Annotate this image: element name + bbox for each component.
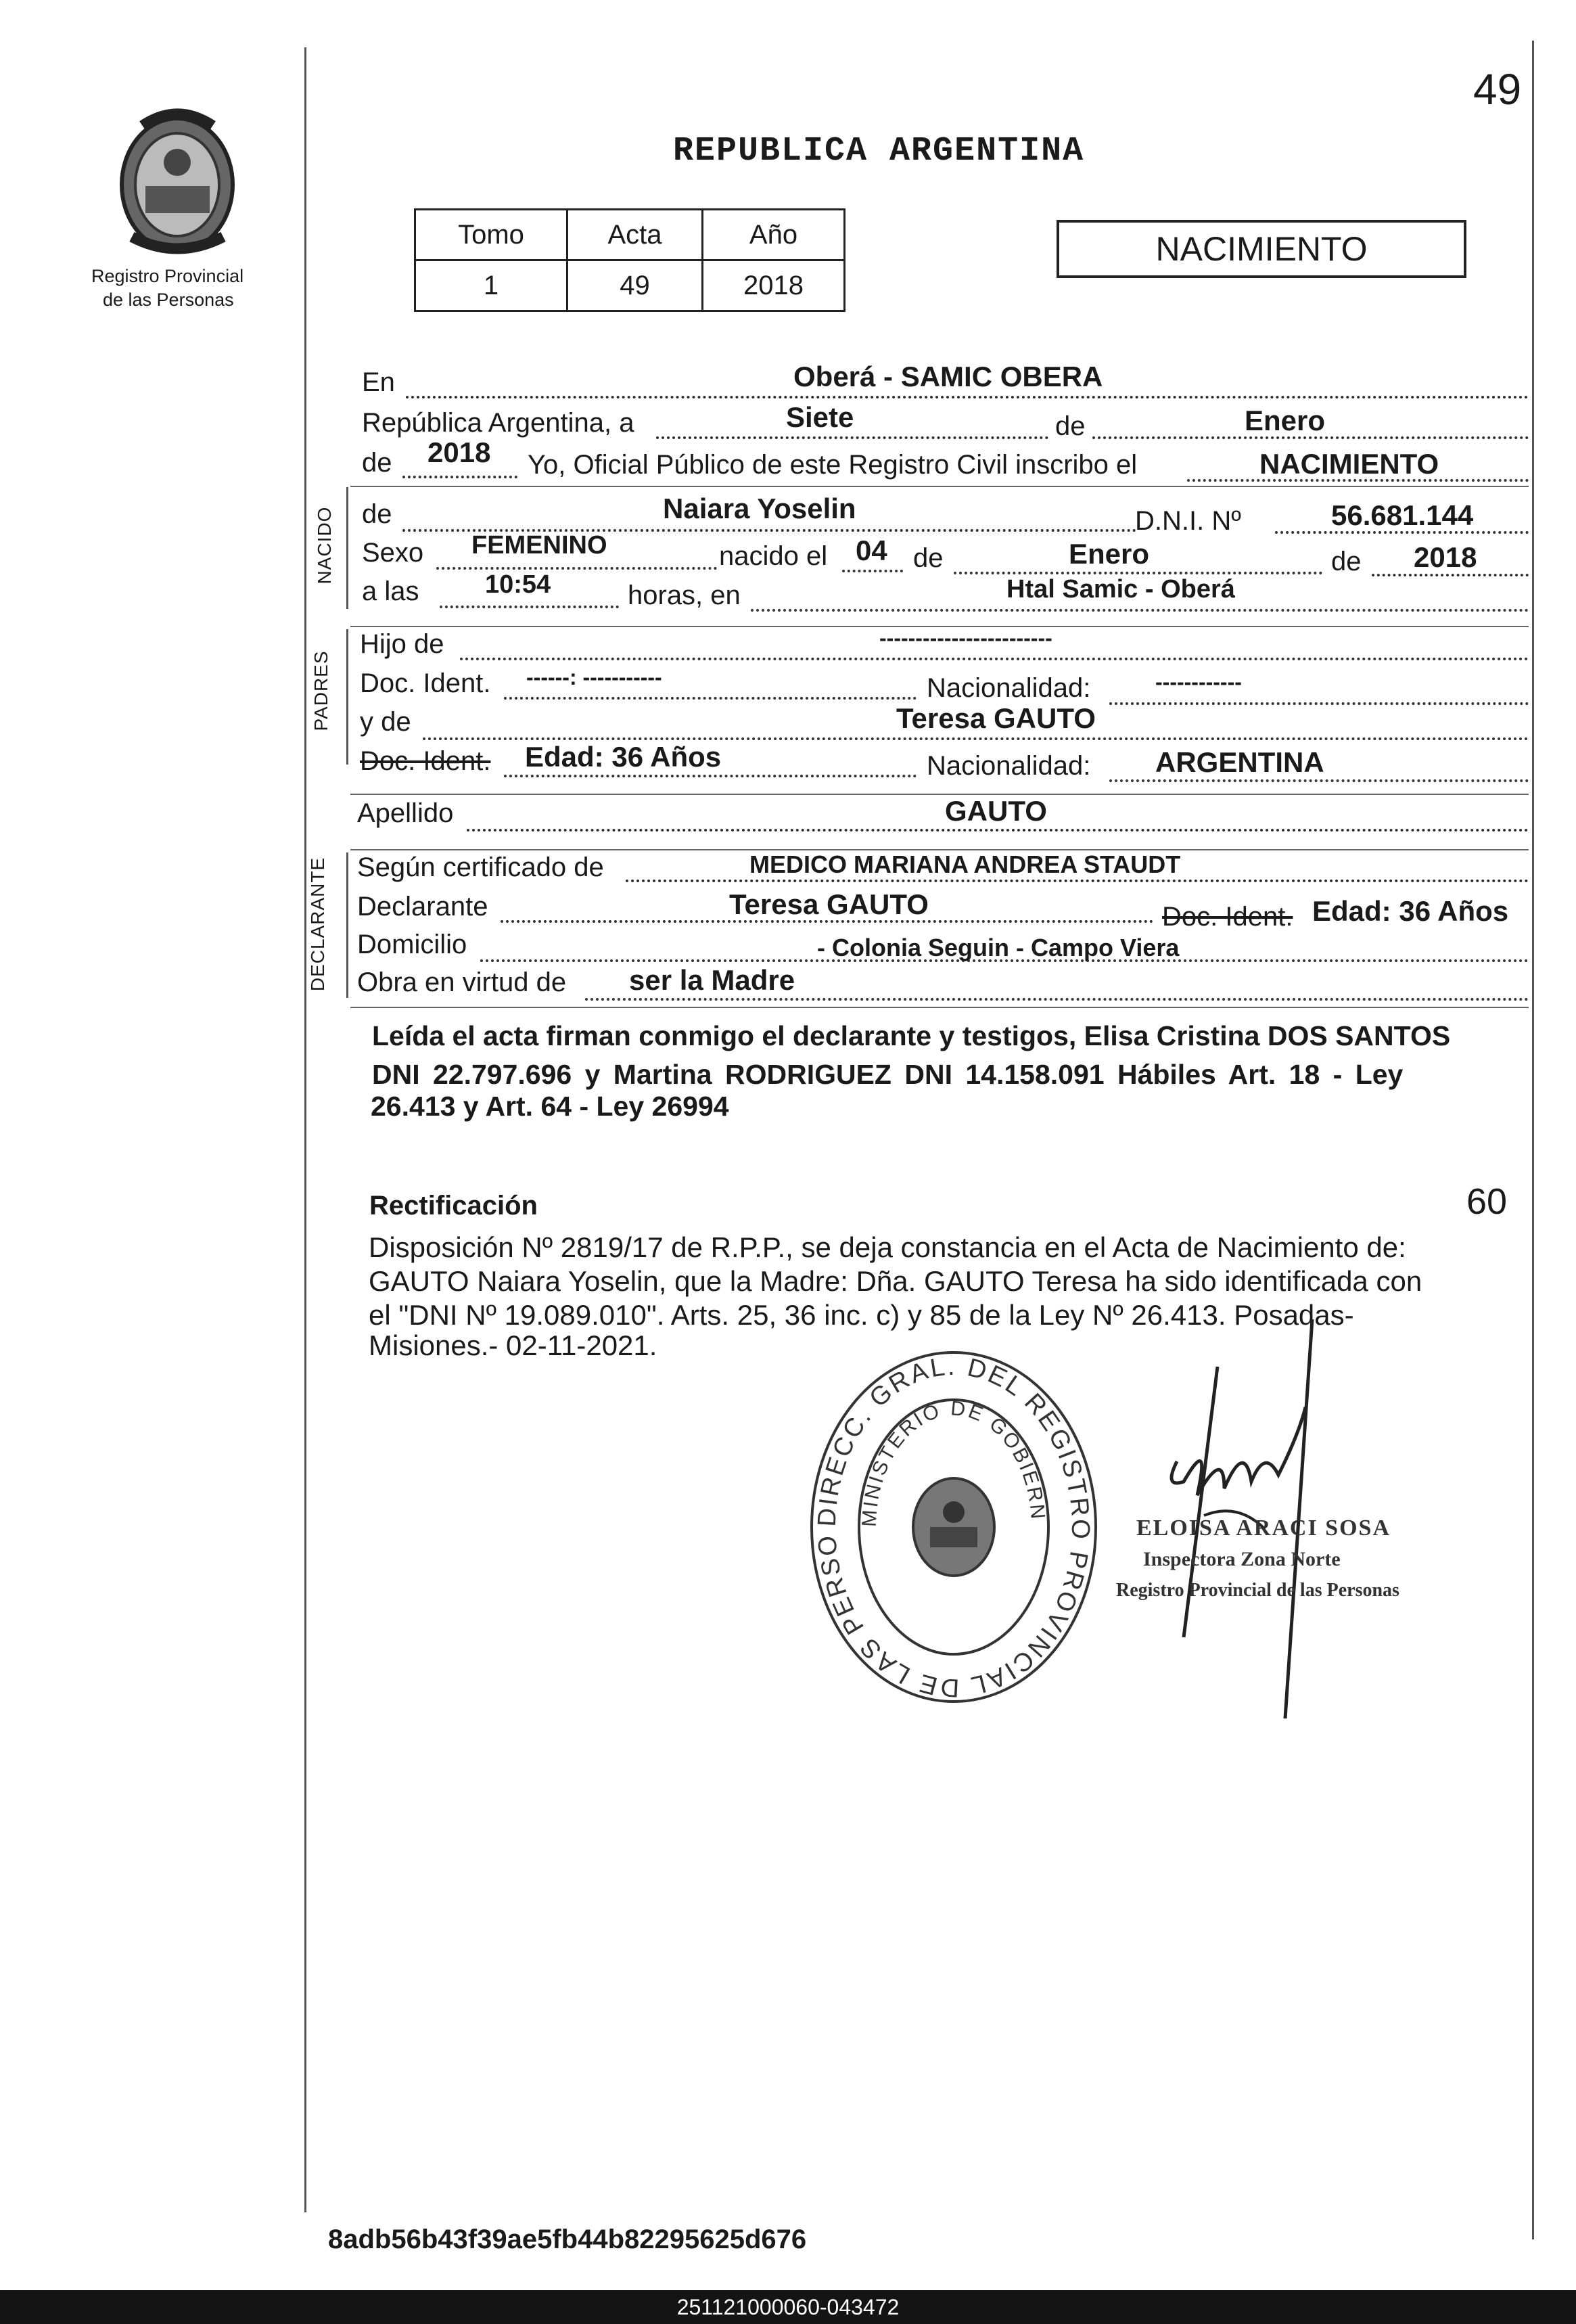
registry-line2: de las Personas [103,290,234,310]
label-nombre-de: de [362,499,392,529]
label-anio-de: de [362,448,392,478]
separator-1 [350,486,1529,487]
value-nacionalidad-1: ------------ [1155,670,1242,694]
section-label-padres: PADRES [310,650,331,731]
dots-nac-1 [1109,702,1529,705]
right-margin-line [1532,41,1534,2239]
value-birth-day: 04 [856,534,887,566]
document-title: REPUBLICA ARGENTINA [673,132,1085,170]
value-obra: ser la Madre [629,964,795,996]
misiones-coat-of-arms-logo [105,105,250,260]
dots-obra [585,998,1529,1001]
rectificacion-line-2: GAUTO Naiara Yoselin, que la Madre: Dña. GAUTO Teresa ha sido identificada con [369,1265,1422,1297]
value-dni: 56.681.144 [1331,499,1474,531]
record-type: NACIMIENTO [1155,230,1368,268]
rectificacion-number: 60 [1466,1181,1508,1222]
value-nacionalidad-2: ARGENTINA [1155,746,1324,778]
label-obra: Obra en virtud de [357,967,567,997]
document-hash: 8adb56b43f39ae5fb44b82295625d676 [328,2225,807,2254]
value-time: 10:54 [485,570,551,599]
dots-apellido [467,829,1529,831]
stamp-outer-text: DIRECC. GRAL. DEL REGISTRO PROVINCIAL DE LAS PERSO [812,1352,1095,1702]
label-a-las: a las [362,576,419,606]
footer-id: 251121000060-043472 [676,2295,900,2319]
label-apellido: Apellido [357,798,454,828]
leida-line-3: 26.413 y Art. 64 - Ley 26994 [371,1091,729,1122]
label-republica: República Argentina, a [362,408,634,438]
page-number: 49 [1473,65,1522,114]
value-y-de: Teresa GAUTO [896,702,1096,734]
label-sexo-de2: de [1331,547,1362,576]
label-y-de: y de [360,707,411,737]
value-certificado: MEDICO MARIANA ANDREA STAUDT [749,850,1181,878]
value-nombre: Naiara Yoselin [663,493,856,524]
dots-hijo [460,658,1529,660]
rectificacion-line-1: Disposición Nº 2819/17 de R.P.P., se deja constancia en el Acta de Nacimiento de: [369,1231,1406,1263]
dots-time [440,606,619,608]
label-declarante: Declarante [357,892,488,921]
dots-nacido-day [842,570,903,572]
leida-line-1: Leída el acta firman conmigo el declarante y testigos, Elisa Cristina DOS SANTOS [372,1020,1451,1051]
registry-line1: Registro Provincial [91,266,244,286]
dots-nac-2 [1109,779,1529,782]
left-margin-line [304,47,306,2212]
value-declarante-doc: Edad: 36 Años [1312,895,1509,927]
label-sexo: Sexo [362,538,424,568]
label-dni: D.N.I. Nº [1135,506,1241,536]
section-label-nacido: NACIDO [314,506,335,585]
value-month: Enero [1245,405,1326,436]
record-type-box [1057,220,1466,278]
value-day: Siete [786,401,854,433]
dots-anio [402,476,517,478]
tomo-header: Tomo [415,210,567,260]
value-doc-1: ------: ----------- [526,665,662,689]
dots-doc-1 [504,697,917,700]
anio-value: 2018 [703,260,845,311]
signatory-name: ELOISA ARACI SOSA [1136,1516,1391,1541]
value-year: 2018 [427,436,491,468]
label-hijo-de: Hijo de [360,629,444,659]
value-apellido: GAUTO [945,795,1047,827]
value-birth-month: Enero [1069,538,1150,570]
stamp-inner-text: MINISTERIO DE GOBIERN [858,1397,1050,1528]
label-nacionalidad-1: Nacionalidad: [927,673,1091,703]
signatory-office: Registro Provincial de las Personas [1116,1580,1399,1601]
nacido-bracket [346,487,348,609]
footer-bar [0,2290,1576,2324]
dots-birth-year [1372,574,1529,576]
separator-5 [350,1007,1529,1008]
label-nacido-el: nacido el [719,541,828,571]
record-number-table [414,208,845,312]
section-label-declarante: DECLARANTE [307,857,328,992]
official-stamp [805,1350,1103,1705]
rectificacion-title: Rectificación [369,1191,538,1221]
label-republica-de: de [1055,411,1086,441]
text-oficial-publico: Yo, Oficial Público de este Registro Civil inscribo el [528,450,1138,480]
value-birth-year: 2018 [1414,541,1477,573]
value-en: Oberá - SAMIC OBERA [793,361,1103,392]
value-nacimiento: NACIMIENTO [1259,448,1439,480]
label-doc-ident-2: Doc. Ident. [360,746,491,776]
tomo-value: 1 [415,260,567,311]
label-domicilio: Domicilio [357,930,467,959]
label-declarante-doc: Doc. Ident. [1162,902,1293,932]
label-certificado: Según certificado de [357,852,604,882]
separator-3 [350,794,1529,795]
dots-sexo [436,567,717,570]
dots-certificado [626,880,1529,882]
value-sexo: FEMENINO [471,531,607,560]
value-declarante: Teresa GAUTO [729,888,929,920]
dots-en [406,396,1529,398]
dots-republica-1 [656,436,1048,439]
value-hijo: ------------------------ [879,626,1052,650]
signatory-role: Inspectora Zona Norte [1143,1548,1341,1570]
rectificacion-line-3: el "DNI Nº 19.089.010". Arts. 25, 36 inc. c) y 85 de la Ley Nº 26.413. Posadas- [369,1299,1354,1331]
padres-bracket [346,629,348,765]
label-nacionalidad-2: Nacionalidad: [927,751,1091,781]
dots-y-de [423,737,1529,740]
label-doc-ident-1: Doc. Ident. [360,668,491,698]
label-sexo-de1: de [913,543,944,573]
value-doc-2: Edad: 36 Años [525,741,722,773]
leida-line-2: DNI 22.797.696 y Martina RODRIGUEZ DNI 14.158.091 Hábiles Art. 18 - Ley [372,1059,1404,1090]
label-horas-en: horas, en [628,580,741,610]
acta-value: 49 [567,260,703,311]
value-place: Htal Samic - Oberá [1006,575,1235,603]
anio-header: Año [703,210,845,260]
rectificacion-line-4: Misiones.- 02-11-2021. [369,1329,657,1361]
dots-birth-month [954,572,1322,574]
acta-header: Acta [567,210,703,260]
declarante-bracket [346,852,348,998]
dots-doc-2 [504,775,917,777]
value-domicilio: - Colonia Seguin - Campo Viera [817,934,1180,961]
dots-place [751,609,1529,612]
label-en: En [362,367,395,397]
